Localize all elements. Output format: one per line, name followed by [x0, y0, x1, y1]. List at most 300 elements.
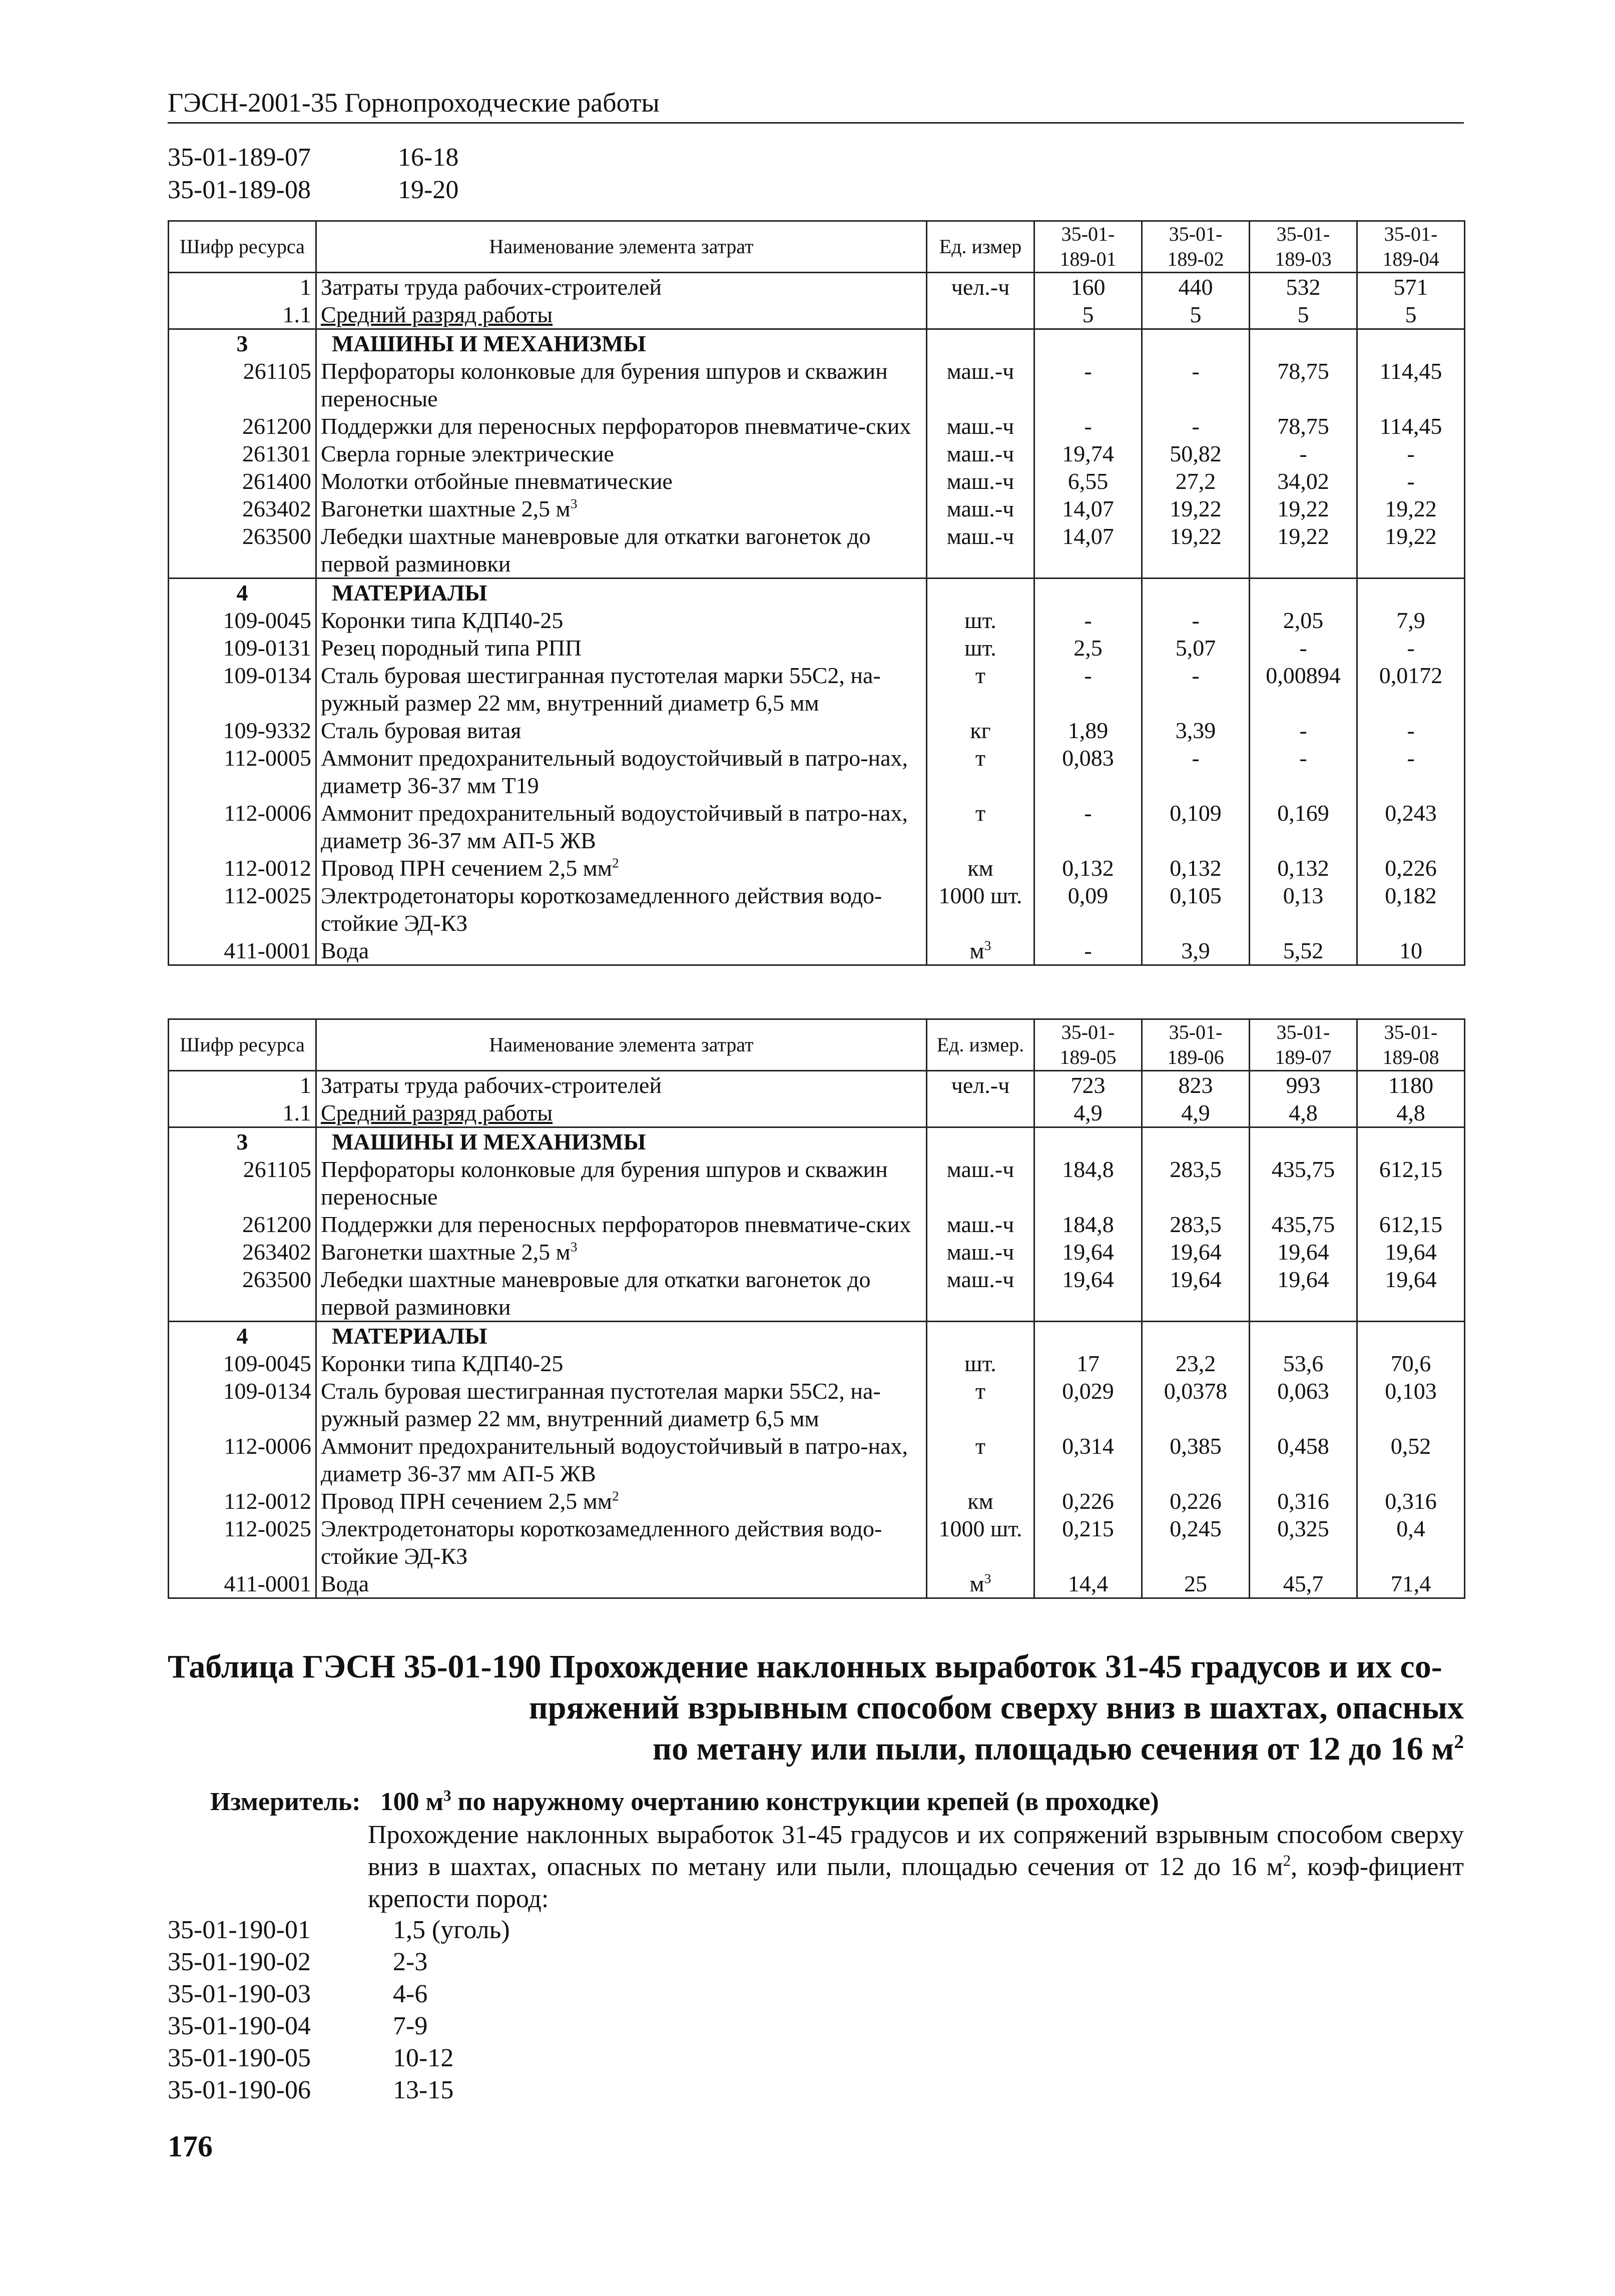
code-row: 35-01-190-03 4-6: [168, 1980, 428, 2008]
value-cell: 0,132: [1142, 854, 1250, 882]
value-cell: 0,226: [1142, 1487, 1250, 1515]
resource-name: Поддержки для переносных перфораторов пневматиче-ских: [316, 412, 927, 440]
resource-code: 3: [169, 1127, 316, 1156]
resource-code: 261200: [169, 412, 316, 440]
resource-code: 4: [169, 579, 316, 607]
resource-name: МАШИНЫ И МЕХАНИЗМЫ: [316, 1127, 927, 1156]
unit-cell: чел.-ч: [927, 1071, 1034, 1099]
value-cell: 0,226: [1034, 1487, 1142, 1515]
resource-name: Затраты труда рабочих-строителей: [316, 273, 927, 301]
code-value: 19-20: [398, 176, 459, 204]
value-cell: 0,226: [1357, 854, 1465, 882]
value-cell: [1142, 1127, 1250, 1156]
section-row: [169, 1127, 1465, 1156]
table-row: [169, 717, 1465, 744]
value-cell: 53,6: [1250, 1350, 1357, 1377]
code-row: 35-01-190-04 7-9: [168, 2012, 428, 2040]
value-cell: -: [1034, 799, 1142, 854]
code-value: 16-18: [398, 143, 459, 172]
value-cell: 612,15: [1357, 1211, 1465, 1238]
value-cell: 19,22: [1250, 495, 1357, 522]
value-cell: 19,64: [1142, 1266, 1250, 1322]
value-cell: [1034, 329, 1142, 358]
value-cell: 19,22: [1142, 522, 1250, 579]
resource-code: 112-0006: [169, 1432, 316, 1487]
value-cell: -: [1142, 412, 1250, 440]
resource-name: Резец породный типа РПП: [316, 634, 927, 662]
value-cell: 2,5: [1034, 634, 1142, 662]
unit-cell: [927, 1322, 1034, 1350]
value-cell: [1142, 329, 1250, 358]
resource-name: МАТЕРИАЛЫ: [316, 1322, 927, 1350]
table-row: [169, 1487, 1465, 1515]
measure-unit: [210, 1787, 1464, 1818]
value-cell: 5: [1034, 301, 1142, 329]
value-cell: 50,82: [1142, 440, 1250, 467]
resource-code: 263402: [169, 1238, 316, 1266]
value-cell: -: [1250, 744, 1357, 799]
table-row: [169, 607, 1465, 634]
resource-code: 109-0045: [169, 1350, 316, 1377]
value-cell: 5,52: [1250, 937, 1357, 965]
unit-cell: [927, 579, 1034, 607]
code-row: 35-01-190-05 10-12: [168, 2044, 454, 2072]
value-cell: 19,64: [1250, 1266, 1357, 1322]
header-code: Шифр ресурса: [169, 221, 316, 273]
value-cell: [1250, 1322, 1357, 1350]
unit-cell: $м^3$: [927, 937, 1034, 965]
unit-cell: маш.-ч: [927, 357, 1034, 412]
value-cell: -: [1034, 662, 1142, 717]
value-cell: 0,243: [1357, 799, 1465, 854]
table-row: [169, 1266, 1465, 1322]
table-row: [169, 301, 1465, 329]
resource-name: МАТЕРИАЛЫ: [316, 579, 927, 607]
value-cell: [1357, 1322, 1465, 1350]
resource-code: 263402: [169, 495, 316, 522]
value-cell: 19,64: [1034, 1266, 1142, 1322]
value-cell: 0,109: [1142, 799, 1250, 854]
value-cell: 5: [1250, 301, 1357, 329]
section-row: [169, 329, 1465, 358]
value-cell: 5,07: [1142, 634, 1250, 662]
table-row: [169, 495, 1465, 522]
resource-name: Вагонетки шахтные 2,5 $м^3$: [316, 1238, 927, 1266]
unit-cell: [927, 1127, 1034, 1156]
resource-code: 112-0012: [169, 1487, 316, 1515]
value-cell: 4,9: [1142, 1099, 1250, 1127]
value-cell: 0,132: [1250, 854, 1357, 882]
value-cell: -: [1250, 634, 1357, 662]
unit-cell: км: [927, 854, 1034, 882]
value-cell: -: [1357, 744, 1465, 799]
table-row: [169, 522, 1465, 579]
code-row: 35-01-190-02 2-3: [168, 1948, 428, 1976]
resource-code: 109-0134: [169, 662, 316, 717]
resource-name: МАШИНЫ И МЕХАНИЗМЫ: [316, 329, 927, 358]
value-cell: 78,75: [1250, 357, 1357, 412]
table-row: [169, 1156, 1465, 1211]
value-cell: 612,15: [1357, 1156, 1465, 1211]
value-cell: 34,02: [1250, 467, 1357, 495]
value-cell: 435,75: [1250, 1156, 1357, 1211]
unit-cell: кг: [927, 717, 1034, 744]
section-title: [168, 1646, 1464, 1770]
resource-code: 109-0131: [169, 634, 316, 662]
table-row: [169, 1432, 1465, 1487]
value-cell: [1250, 329, 1357, 358]
section-row: [169, 579, 1465, 607]
value-cell: 19,64: [1357, 1238, 1465, 1266]
value-cell: 19,22: [1142, 495, 1250, 522]
value-cell: 45,7: [1250, 1570, 1357, 1598]
value-cell: 0,182: [1357, 882, 1465, 937]
value-cell: 0,316: [1250, 1487, 1357, 1515]
value-cell: -: [1034, 357, 1142, 412]
title-line: Таблица ГЭСН 35-01-190 Прохождение наклонных выработок 31-45 градусов и их со-: [168, 1648, 1442, 1685]
code-row: [168, 174, 458, 206]
value-cell: 23,2: [1142, 1350, 1250, 1377]
value-cell: 19,22: [1357, 522, 1465, 579]
table-row: [169, 662, 1465, 717]
table-row: [169, 357, 1465, 412]
value-cell: 14,4: [1034, 1570, 1142, 1598]
value-cell: [1142, 1322, 1250, 1350]
code: 35-01-189-07: [168, 143, 311, 172]
table-row: [169, 1570, 1465, 1598]
value-cell: 0,0172: [1357, 662, 1465, 717]
table-row: [169, 1211, 1465, 1238]
title-line: по метану или пыли, площадью сечения от 12 до 16 $м^2$: [653, 1731, 1464, 1767]
unit-cell: маш.-ч: [927, 1266, 1034, 1322]
resource-code: 1.1: [169, 1099, 316, 1127]
unit-cell: т: [927, 799, 1034, 854]
value-cell: 78,75: [1250, 412, 1357, 440]
value-cell: 0,314: [1034, 1432, 1142, 1487]
resource-table-1: [168, 220, 1465, 966]
value-cell: 0,00894: [1250, 662, 1357, 717]
value-cell: 1180: [1357, 1071, 1465, 1099]
table-row: [169, 1071, 1465, 1099]
value-cell: -: [1142, 357, 1250, 412]
title-line: пряжений взрывным способом сверху вниз в шахтах, опасных: [528, 1689, 1464, 1726]
resource-name: Вода: [316, 1570, 927, 1598]
resource-code: 263500: [169, 1266, 316, 1322]
value-cell: 17: [1034, 1350, 1142, 1377]
resource-name: Лебедки шахтные маневровые для откатки вагонеток до первой разминовки: [316, 1266, 927, 1322]
value-cell: 0,169: [1250, 799, 1357, 854]
resource-name: Аммонит предохранительный водоустойчивый в патро-нах, диаметр 36-37 мм Т19: [316, 744, 927, 799]
header-name: Наименование элемента затрат: [316, 221, 927, 273]
table-row: [169, 1099, 1465, 1127]
value-cell: -: [1250, 717, 1357, 744]
header-col: 35-01- 189-03: [1250, 221, 1357, 273]
code: 35-01-189-08: [168, 176, 311, 204]
value-cell: 2,05: [1250, 607, 1357, 634]
resource-name: Перфораторы колонковые для бурения шпуров и скважин переносные: [316, 357, 927, 412]
resource-code: 112-0012: [169, 854, 316, 882]
top-code-list: [168, 141, 458, 206]
running-header: ГЭСН-2001-35 Горнопроходческие работы: [168, 85, 1464, 124]
value-cell: 184,8: [1034, 1211, 1142, 1238]
value-cell: 19,74: [1034, 440, 1142, 467]
value-cell: 14,07: [1034, 522, 1142, 579]
value-cell: 0,132: [1034, 854, 1142, 882]
value-cell: [1357, 579, 1465, 607]
table-row: [169, 799, 1465, 854]
resource-name: Сталь буровая шестигранная пустотелая марки 55С2, на-ружный размер 22 мм, внутренний диаметр 6,5 мм: [316, 1377, 927, 1432]
value-cell: 0,325: [1250, 1515, 1357, 1570]
resource-name: Сверла горные электрические: [316, 440, 927, 467]
value-cell: 71,4: [1357, 1570, 1465, 1598]
value-cell: 4,8: [1250, 1099, 1357, 1127]
value-cell: 19,64: [1357, 1266, 1465, 1322]
value-cell: -: [1357, 634, 1465, 662]
unit-cell: маш.-ч: [927, 467, 1034, 495]
header-col: 35-01- 189-02: [1142, 221, 1250, 273]
value-cell: 19,64: [1142, 1238, 1250, 1266]
unit-cell: маш.-ч: [927, 1238, 1034, 1266]
header-col: 35-01- 189-04: [1357, 221, 1465, 273]
value-cell: 0,105: [1142, 882, 1250, 937]
unit-cell: маш.-ч: [927, 1211, 1034, 1238]
resource-code: 1: [169, 273, 316, 301]
value-cell: -: [1034, 937, 1142, 965]
value-cell: 6,55: [1034, 467, 1142, 495]
value-cell: 440: [1142, 273, 1250, 301]
value-cell: 0,458: [1250, 1432, 1357, 1487]
table-row: [169, 1377, 1465, 1432]
resource-name: Коронки типа КДП40-25: [316, 1350, 927, 1377]
table-row: [169, 467, 1465, 495]
value-cell: 184,8: [1034, 1156, 1142, 1211]
resource-name: Электродетонаторы короткозамедленного действия водо-стойкие ЭД-КЗ: [316, 882, 927, 937]
resource-code: 3: [169, 329, 316, 358]
resource-name: Электродетонаторы короткозамедленного действия водо-стойкие ЭД-КЗ: [316, 1515, 927, 1570]
table-row: [169, 273, 1465, 301]
value-cell: 114,45: [1357, 357, 1465, 412]
code-row: 35-01-190-01 1,5 (уголь): [168, 1916, 510, 1944]
value-cell: 5: [1357, 301, 1465, 329]
unit-cell: шт.: [927, 607, 1034, 634]
resource-name: Молотки отбойные пневматические: [316, 467, 927, 495]
value-cell: [1250, 1127, 1357, 1156]
table-header-row: [169, 221, 1465, 273]
value-cell: 0,245: [1142, 1515, 1250, 1570]
resource-code: 411-0001: [169, 937, 316, 965]
value-cell: [1357, 1127, 1465, 1156]
value-cell: 283,5: [1142, 1211, 1250, 1238]
resource-name: Сталь буровая шестигранная пустотелая марки 55С2, на-ружный размер 22 мм, внутренний диаметр 6,5 мм: [316, 662, 927, 717]
value-cell: [1250, 579, 1357, 607]
value-cell: 25: [1142, 1570, 1250, 1598]
value-cell: 4,8: [1357, 1099, 1465, 1127]
value-cell: 160: [1034, 273, 1142, 301]
resource-name: Вагонетки шахтные 2,5 $м^3$: [316, 495, 927, 522]
code-row: 35-01-190-06 13-15: [168, 2076, 454, 2104]
resource-code: 261301: [169, 440, 316, 467]
table-row: [169, 440, 1465, 467]
value-cell: 3,39: [1142, 717, 1250, 744]
unit-cell: маш.-ч: [927, 495, 1034, 522]
unit-cell: маш.-ч: [927, 1156, 1034, 1211]
resource-code: 112-0025: [169, 882, 316, 937]
value-cell: -: [1357, 440, 1465, 467]
value-cell: 70,6: [1357, 1350, 1465, 1377]
unit-cell: маш.-ч: [927, 412, 1034, 440]
value-cell: -: [1142, 607, 1250, 634]
header-unit: Ед. измер: [927, 221, 1034, 273]
value-cell: 0,063: [1250, 1377, 1357, 1432]
resource-code: 261105: [169, 1156, 316, 1211]
value-cell: 27,2: [1142, 467, 1250, 495]
table-row: [169, 634, 1465, 662]
value-cell: -: [1034, 607, 1142, 634]
resource-name: Вода: [316, 937, 927, 965]
resource-table-2: [168, 1018, 1465, 1599]
value-cell: -: [1034, 412, 1142, 440]
resource-name: Перфораторы колонковые для бурения шпуров и скважин переносные: [316, 1156, 927, 1211]
header-col: 35-01- 189-06: [1142, 1019, 1250, 1071]
value-cell: 0,0378: [1142, 1377, 1250, 1432]
section-row: [169, 1322, 1465, 1350]
table-row: [169, 1350, 1465, 1377]
value-cell: 0,316: [1357, 1487, 1465, 1515]
unit-cell: км: [927, 1487, 1034, 1515]
code-row: [168, 141, 458, 174]
value-cell: 19,22: [1357, 495, 1465, 522]
value-cell: 10: [1357, 937, 1465, 965]
unit-cell: маш.-ч: [927, 440, 1034, 467]
value-cell: 19,64: [1250, 1238, 1357, 1266]
value-cell: 0,13: [1250, 882, 1357, 937]
unit-cell: т: [927, 744, 1034, 799]
value-cell: 0,215: [1034, 1515, 1142, 1570]
table-header-row: [169, 1019, 1465, 1071]
value-cell: 723: [1034, 1071, 1142, 1099]
value-cell: -: [1250, 440, 1357, 467]
value-cell: 0,52: [1357, 1432, 1465, 1487]
resource-name: Коронки типа КДП40-25: [316, 607, 927, 634]
resource-code: 261105: [169, 357, 316, 412]
header-code: Шифр ресурса: [169, 1019, 316, 1071]
unit-cell: $м^3$: [927, 1570, 1034, 1598]
resource-code: 411-0001: [169, 1570, 316, 1598]
bottom-code-list: [168, 1914, 510, 2106]
value-cell: 114,45: [1357, 412, 1465, 440]
value-cell: -: [1357, 467, 1465, 495]
value-cell: 1,89: [1034, 717, 1142, 744]
unit-cell: маш.-ч: [927, 522, 1034, 579]
value-cell: 435,75: [1250, 1211, 1357, 1238]
resource-name: Средний разряд работы: [316, 301, 927, 329]
resource-name: Сталь буровая витая: [316, 717, 927, 744]
value-cell: 19,64: [1034, 1238, 1142, 1266]
value-cell: 283,5: [1142, 1156, 1250, 1211]
value-cell: 0,385: [1142, 1432, 1250, 1487]
resource-name: Лебедки шахтные маневровые для откатки вагонеток до первой разминовки: [316, 522, 927, 579]
table-row: [169, 1238, 1465, 1266]
value-cell: -: [1142, 744, 1250, 799]
table-row: [169, 854, 1465, 882]
value-cell: 823: [1142, 1071, 1250, 1099]
unit-cell: 1000 шт.: [927, 882, 1034, 937]
unit-cell: [927, 301, 1034, 329]
unit-cell: чел.-ч: [927, 273, 1034, 301]
resource-name: Аммонит предохранительный водоустойчивый в патро-нах, диаметр 36-37 мм АП-5 ЖВ: [316, 1432, 927, 1487]
header-unit: Ед. измер.: [927, 1019, 1034, 1071]
unit-cell: [927, 1099, 1034, 1127]
value-cell: 4,9: [1034, 1099, 1142, 1127]
value-cell: 0,083: [1034, 744, 1142, 799]
table-row: [169, 882, 1465, 937]
resource-code: 261400: [169, 467, 316, 495]
measure-label: Измеритель:: [210, 1788, 361, 1816]
table-description: Прохождение наклонных выработок 31-45 градусов и их сопряжений взрывным способом сверху вниз в шахтах, опасных по метану или пыли, площадью сечения от 12 до 16 $м^2$, коэф-фициент крепости пород:: [368, 1821, 1464, 1913]
value-cell: [1034, 1127, 1142, 1156]
table-row: [169, 412, 1465, 440]
resource-code: 112-0005: [169, 744, 316, 799]
unit-cell: шт.: [927, 634, 1034, 662]
resource-name: Средний разряд работы: [316, 1099, 927, 1127]
resource-code: 261200: [169, 1211, 316, 1238]
value-cell: 0,103: [1357, 1377, 1465, 1432]
resource-code: 109-0045: [169, 607, 316, 634]
value-cell: 5: [1142, 301, 1250, 329]
value-cell: [1142, 579, 1250, 607]
header-col: 35-01- 189-01: [1034, 221, 1142, 273]
header-col: 35-01- 189-07: [1250, 1019, 1357, 1071]
value-cell: 0,4: [1357, 1515, 1465, 1570]
resource-code: 112-0025: [169, 1515, 316, 1570]
value-cell: 532: [1250, 273, 1357, 301]
resource-code: 1.1: [169, 301, 316, 329]
table-row: [169, 744, 1465, 799]
value-cell: 3,9: [1142, 937, 1250, 965]
unit-cell: 1000 шт.: [927, 1515, 1034, 1570]
resource-name: Поддержки для переносных перфораторов пневматиче-ских: [316, 1211, 927, 1238]
value-cell: 19,22: [1250, 522, 1357, 579]
unit-cell: [927, 329, 1034, 358]
page-number: 176: [168, 2130, 213, 2163]
unit-cell: т: [927, 662, 1034, 717]
value-cell: 0,029: [1034, 1377, 1142, 1432]
resource-code: 109-9332: [169, 717, 316, 744]
resource-name: Провод ПРН сечением 2,5 $мм^2$: [316, 1487, 927, 1515]
header-col: 35-01- 189-05: [1034, 1019, 1142, 1071]
resource-code: 109-0134: [169, 1377, 316, 1432]
value-cell: 0,09: [1034, 882, 1142, 937]
value-cell: [1357, 329, 1465, 358]
value-cell: -: [1142, 662, 1250, 717]
value-cell: -: [1357, 717, 1465, 744]
unit-cell: т: [927, 1432, 1034, 1487]
measure-value: 100 $м^3$ по наружному очертанию конструкции крепей (в проходке): [380, 1787, 1159, 1816]
unit-cell: т: [927, 1377, 1034, 1432]
resource-name: Затраты труда рабочих-строителей: [316, 1071, 927, 1099]
value-cell: 7,9: [1357, 607, 1465, 634]
header-col: 35-01- 189-08: [1357, 1019, 1465, 1071]
table-row: [169, 1515, 1465, 1570]
value-cell: 993: [1250, 1071, 1357, 1099]
resource-name: Аммонит предохранительный водоустойчивый в патро-нах, диаметр 36-37 мм АП-5 ЖВ: [316, 799, 927, 854]
value-cell: [1034, 1322, 1142, 1350]
resource-code: 4: [169, 1322, 316, 1350]
resource-code: 112-0006: [169, 799, 316, 854]
unit-cell: шт.: [927, 1350, 1034, 1377]
header-name: Наименование элемента затрат: [316, 1019, 927, 1071]
value-cell: 571: [1357, 273, 1465, 301]
